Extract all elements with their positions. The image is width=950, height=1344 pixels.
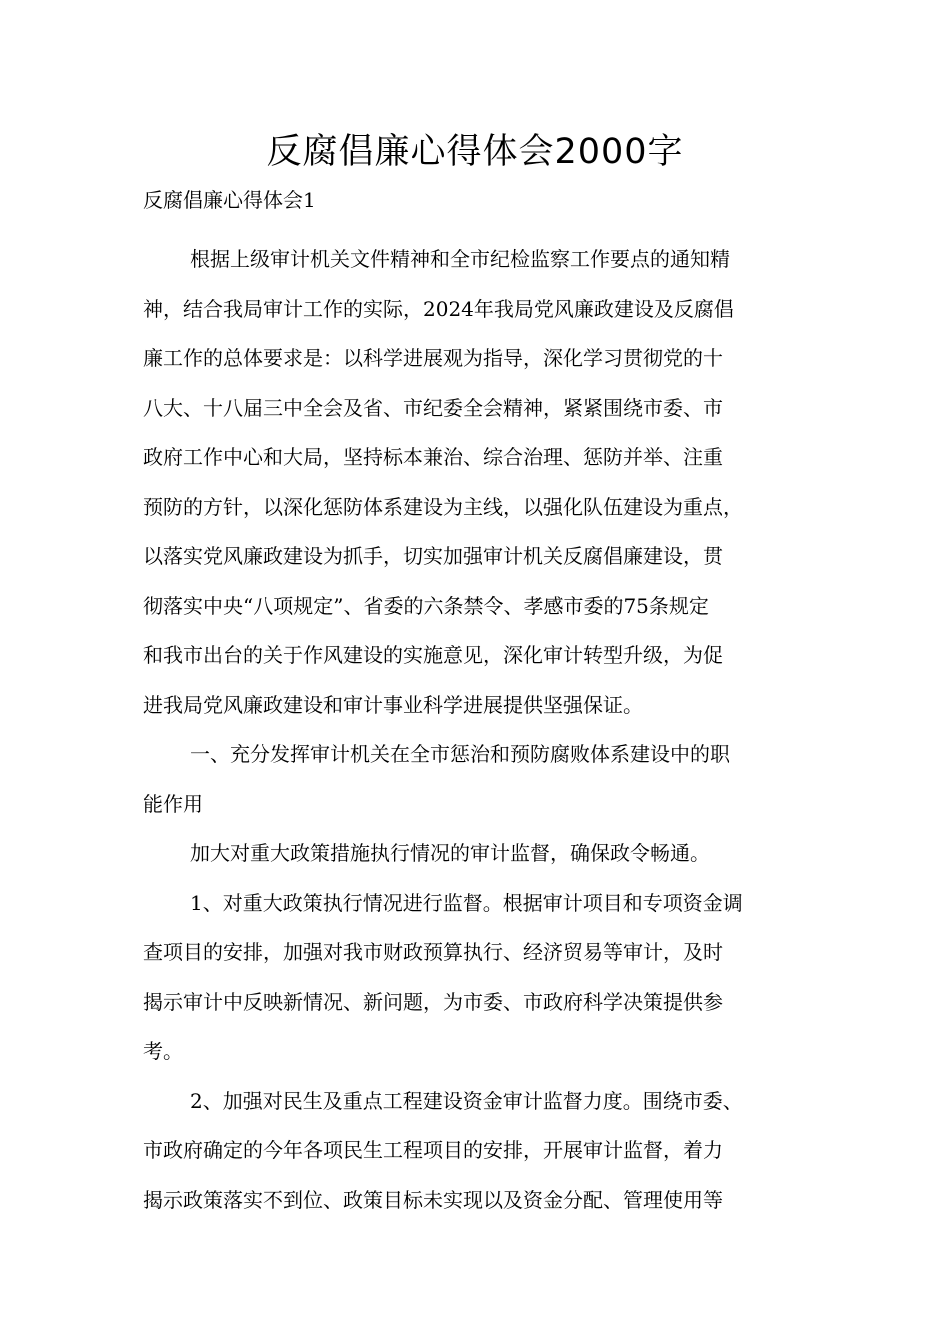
text-line: 廉工作的总体要求是：以科学进展观为指导，深化学习贯彻党的十	[143, 346, 723, 370]
text-line: 揭示政策落实不到位、政策目标未实现以及资金分配、管理使用等	[143, 1187, 723, 1212]
paragraph	[143, 879, 823, 1077]
text-line: 彻落实中央“八项规定”、省委的六条禁令、孝感市委的75条规定	[143, 593, 709, 618]
text-line: 查项目的安排，加强对我市财政预算执行、经济贸易等审计，及时	[143, 940, 723, 964]
text-line: 2、加强对民生及重点工程建设资金审计监督力度。围绕市委、	[190, 1088, 743, 1113]
text-line: 一、充分发挥审计机关在全市惩治和预防腐败体系建设中的职	[190, 742, 730, 766]
document-title: 反腐倡廉心得体会2000字	[266, 132, 684, 172]
text-line: 政府工作中心和大局，坚持标本兼治、综合治理、惩防并举、注重	[143, 445, 723, 469]
text-line: 和我市出台的关于作风建设的实施意见，深化审计转型升级，为促	[143, 643, 723, 667]
paragraph	[143, 730, 823, 829]
paragraph	[143, 235, 823, 730]
document-body	[143, 235, 823, 1225]
text-line: 揭示审计中反映新情况、新问题，为市委、市政府科学决策提供参	[143, 989, 723, 1014]
text-line: 1、对重大政策执行情况进行监督。根据审计项目和专项资金调	[190, 890, 743, 915]
text-line: 八大、十八届三中全会及省、市纪委全会精神，紧紧围绕市委、市	[143, 395, 723, 420]
text-line: 以落实党风廉政建设为抓手，切实加强审计机关反腐倡廉建设，贯	[143, 544, 723, 568]
text-line: 神，结合我局审计工作的实际，2024年我局党风廉政建设及反腐倡	[143, 296, 734, 321]
text-line: 考。	[143, 1039, 183, 1063]
text-line: 预防的方针，以深化惩防体系建设为主线，以强化队伍建设为重点，	[143, 494, 743, 519]
text-line: 加大对重大政策措施执行情况的审计监督，确保政令畅通。	[190, 841, 710, 865]
text-line: 市政府确定的今年各项民生工程项目的安排，开展审计监督，着力	[143, 1138, 723, 1162]
text-line: 进我局党风廉政建设和审计事业科学进展提供坚强保证。	[143, 692, 643, 717]
paragraph	[143, 1077, 823, 1226]
paragraph	[143, 829, 823, 879]
document-subtitle: 反腐倡廉心得体会1	[143, 188, 316, 212]
text-line: 根据上级审计机关文件精神和全市纪检监察工作要点的通知精	[190, 247, 730, 271]
text-line: 能作用	[143, 791, 203, 816]
